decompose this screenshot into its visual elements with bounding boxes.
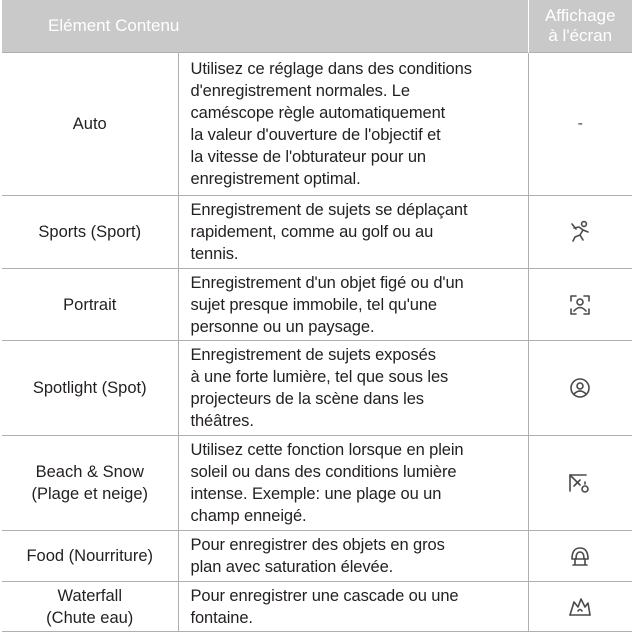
header-affichage-line1: Affichage [544, 6, 616, 25]
table-row [2, 582, 632, 632]
row-description [178, 582, 528, 632]
desc-line: Utilisez ce réglage dans des conditions [190, 60, 472, 78]
desc-line: soleil ou dans des conditions lumière [190, 463, 457, 481]
row-name [2, 582, 178, 632]
table-row [2, 53, 632, 196]
desc-line: théâtres. [190, 412, 254, 430]
desc-line: rapidement, comme au golf ou au [190, 223, 434, 241]
desc-line: plan avec saturation élevée. [190, 558, 394, 576]
spotlight-icon [569, 377, 591, 399]
desc-line: à une forte lumière, tel que sous les [190, 368, 449, 386]
row-description [178, 196, 528, 269]
row-name [2, 53, 178, 196]
desc-line: Pour enregistrer une cascade ou une [190, 586, 459, 605]
header-affichage [528, 0, 632, 53]
row-name-line: Food (Nourriture) [26, 547, 154, 565]
desc-line: sujet presque immobile, tel qu'une [190, 295, 437, 314]
row-display [528, 269, 632, 341]
desc-line: tennis. [190, 245, 239, 263]
row-name [2, 436, 178, 531]
desc-line: Pour enregistrer des objets en gros [190, 536, 445, 554]
row-description [178, 531, 528, 582]
table-row [2, 269, 632, 341]
display-dash: - [577, 115, 583, 132]
scene-mode-table [2, 0, 632, 632]
header-element-contenu: Elément Contenu [2, 0, 528, 53]
table-row [2, 436, 632, 531]
row-display [528, 341, 632, 436]
row-name-line: (Plage et neige) [31, 485, 148, 503]
table-header-row [2, 0, 632, 53]
desc-line: Enregistrement de sujets exposés [190, 346, 436, 364]
desc-line: caméscope règle automatiquement [190, 104, 446, 122]
row-display [528, 436, 632, 531]
desc-line: Utilisez cette fonction lorsque en plein [190, 441, 464, 459]
table-row [2, 341, 632, 436]
row-display [528, 196, 632, 269]
desc-line: fontaine. [190, 608, 253, 627]
food-icon [569, 545, 591, 567]
header-affichage-line2: à l'écran [548, 26, 613, 45]
row-description [178, 436, 528, 531]
sports-icon [569, 220, 591, 244]
table-row [2, 531, 632, 582]
desc-line: la vitesse de l'obturateur pour un [190, 148, 426, 166]
waterfall-icon [568, 596, 592, 618]
desc-line: enregistrement optimal. [190, 170, 361, 188]
row-description [178, 269, 528, 341]
row-name [2, 341, 178, 436]
desc-line: personne ou un paysage. [190, 317, 375, 336]
row-name-line: Waterfall [57, 586, 122, 605]
desc-line: champ enneigé. [190, 507, 307, 525]
row-name-line: Sports (Sport) [38, 223, 142, 241]
row-display [528, 53, 632, 196]
row-display [528, 582, 632, 632]
desc-line: intense. Exemple: une plage ou un [190, 485, 442, 503]
desc-line: d'enregistrement normales. Le [190, 82, 410, 100]
row-name-line: Auto [72, 115, 107, 133]
beach-snow-icon [568, 472, 592, 494]
row-description [178, 53, 528, 196]
desc-line: la valeur d'ouverture de l'objectif et [190, 126, 441, 144]
desc-line: Enregistrement de sujets se déplaçant [190, 201, 468, 219]
row-name-line: Portrait [63, 295, 117, 314]
row-name-line: Spotlight (Spot) [32, 379, 147, 397]
row-name-line: (Chute eau) [46, 608, 134, 627]
row-name-line: Beach & Snow [35, 463, 144, 481]
row-display [528, 531, 632, 582]
row-description [178, 341, 528, 436]
row-name [2, 269, 178, 341]
table-row [2, 196, 632, 269]
row-name [2, 196, 178, 269]
desc-line: Enregistrement d'un objet figé ou d'un [190, 273, 464, 292]
portrait-icon [569, 294, 591, 316]
desc-line: projecteurs de la scène dans les [190, 390, 424, 408]
row-name [2, 531, 178, 582]
